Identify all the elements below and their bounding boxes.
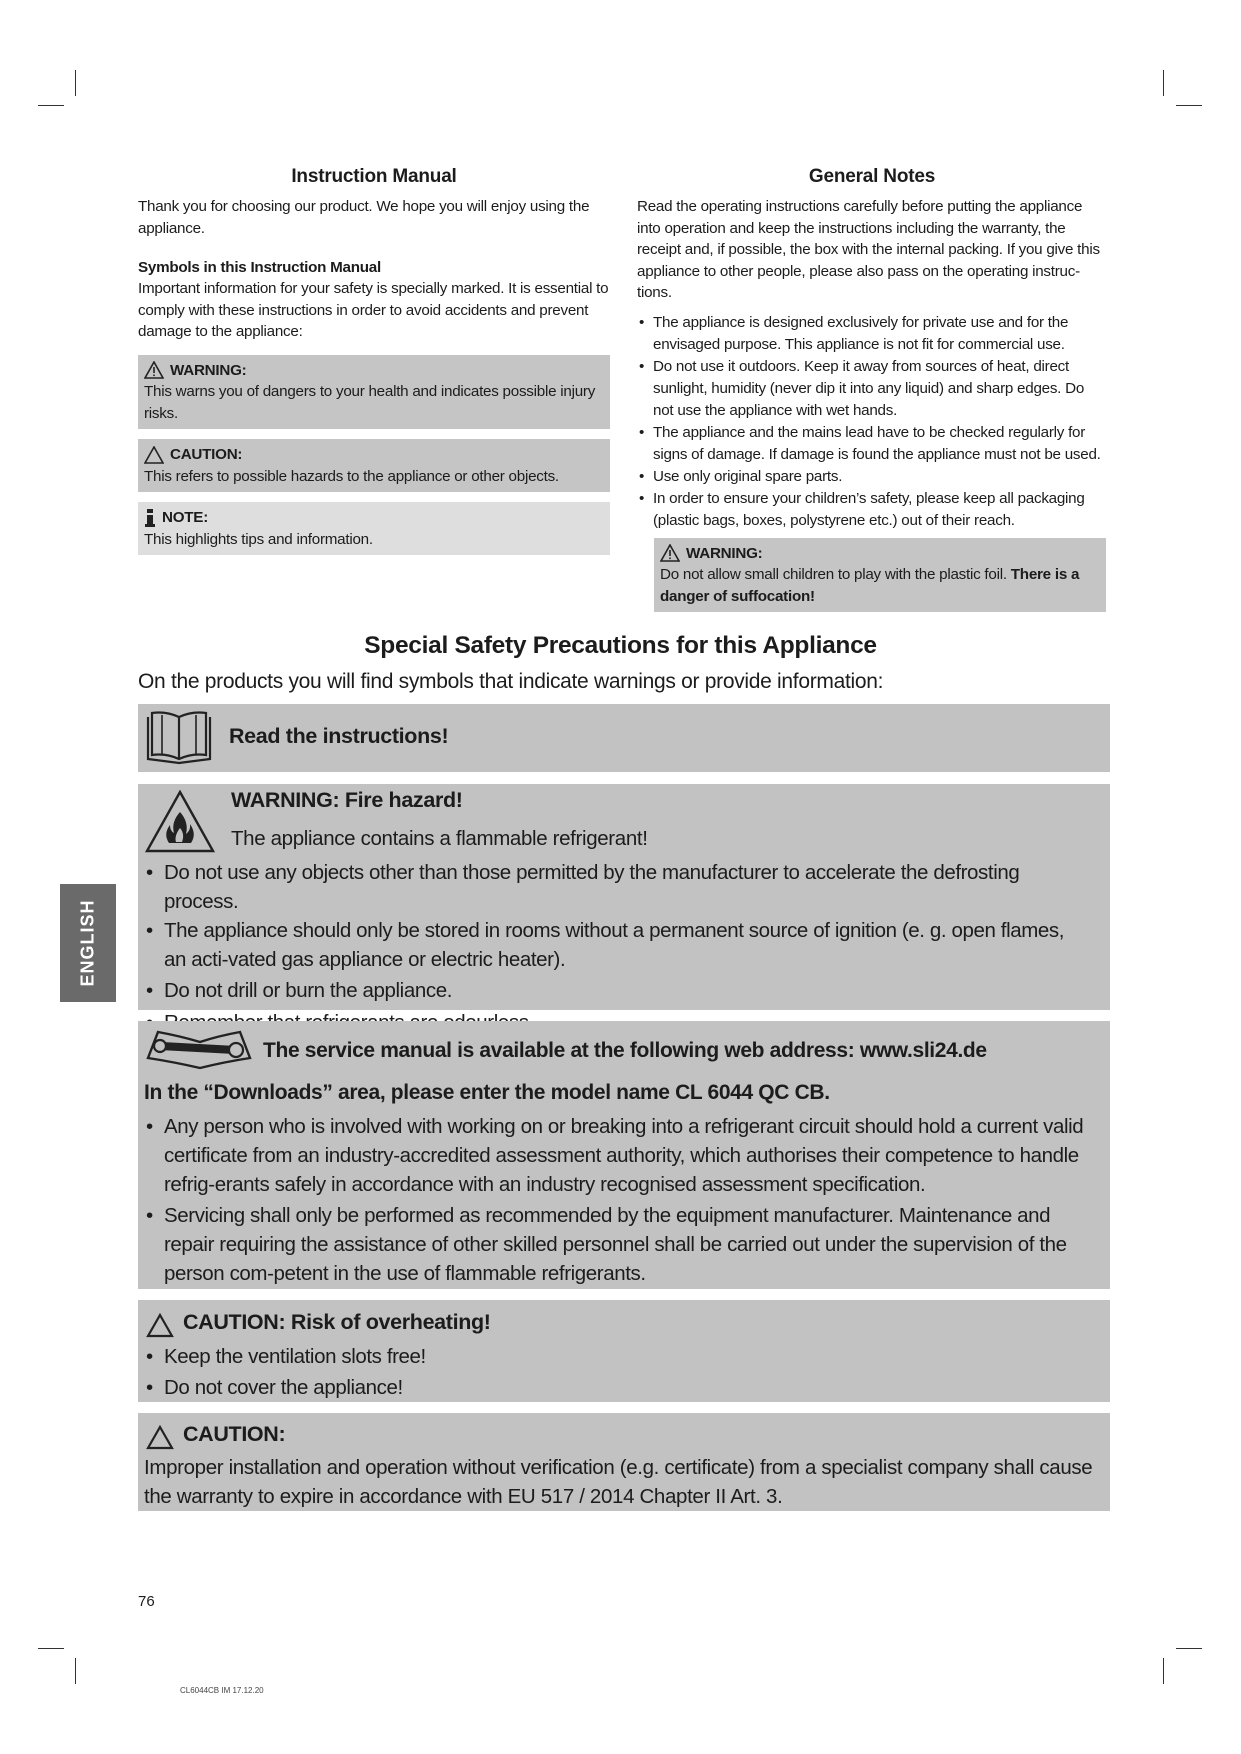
footer-code: CL6044CB IM 17.12.20 bbox=[180, 1686, 264, 1695]
fire-hazard-box bbox=[138, 784, 1110, 1010]
language-label: ENGLISH bbox=[77, 899, 98, 987]
service-manual-title: The service manual is available at the following web address: www.sli24.de bbox=[263, 1039, 987, 1062]
overheating-title: CAUTION: Risk of overheating! bbox=[183, 1310, 491, 1334]
list-item: • Any person who is involved with working on or breaking into a refrigerant circuit should hold a current valid certificate from an industry-accredited assessment authority, which authorises their competence to handle refrig-erants safely in accordance with an industry recognised assessment specification. bbox=[144, 1112, 1099, 1199]
list-item: • Servicing shall only be performed as recommended by the equipment manufacturer. Maintenance and repair requiring the assistance of other skilled personnel shall be carried out under the supervision of the person com-petent in the use of flammable refrigerants. bbox=[144, 1201, 1099, 1288]
instruction-manual-column bbox=[138, 160, 610, 555]
suffocation-warning-box bbox=[654, 538, 1106, 613]
caution-triangle-icon bbox=[146, 1313, 174, 1338]
general-notes-list bbox=[637, 312, 1107, 532]
crop-mark bbox=[1176, 1648, 1202, 1649]
fire-hazard-list bbox=[144, 858, 1084, 1037]
crop-mark bbox=[1163, 70, 1164, 96]
list-item: • Do not use it outdoors. Keep it away from sources of heat, direct sunlight, humidity (never dip it into any liquid) and sharp edges. Do not use the appliance with wet hands. bbox=[637, 356, 1107, 422]
caution-triangle-icon bbox=[144, 446, 164, 464]
special-safety-title: Special Safety Precautions for this Appliance bbox=[364, 632, 877, 659]
caution-title: CAUTION: bbox=[183, 1422, 286, 1446]
read-instructions-box bbox=[138, 704, 1110, 772]
list-item: • Do not use any objects other than those permitted by the manufacturer to accelerate the defrosting process. bbox=[144, 858, 1084, 916]
list-item: • Do not cover the appliance! bbox=[144, 1373, 1084, 1402]
service-list bbox=[144, 1112, 1099, 1288]
crop-mark bbox=[75, 1658, 76, 1684]
crop-mark bbox=[38, 1648, 64, 1649]
warning-box bbox=[138, 355, 610, 430]
model-name-line: In the “Downloads” area, please enter the model name CL 6044 QC CB. bbox=[144, 1081, 830, 1104]
list-item: • Keep the ventilation slots free! bbox=[144, 1342, 1084, 1371]
warning-title: WARNING: bbox=[686, 544, 763, 562]
warning-title: WARNING: bbox=[170, 361, 247, 379]
crop-mark bbox=[1176, 105, 1202, 106]
flammable-warning-icon bbox=[145, 790, 215, 854]
symbols-text: Important information for your safety is specially marked. It is essential to comply with these instructions in order to avoid accidents and prevent damage to the appliance: bbox=[138, 280, 609, 340]
fire-hazard-subtitle: The appliance contains a flammable refrigerant! bbox=[231, 827, 648, 850]
info-icon bbox=[144, 509, 156, 527]
general-notes-title: General Notes bbox=[808, 166, 936, 187]
list-item: • The appliance and the mains lead have to be checked regularly for signs of damage. If damage is found the appliance must not be used. bbox=[637, 422, 1107, 466]
caution-triangle-icon bbox=[146, 1425, 174, 1450]
list-item: • The appliance is designed exclusively for private use and for the envisaged purpose. This appliance is not fit for commercial use. bbox=[637, 312, 1107, 356]
crop-mark bbox=[1163, 1658, 1164, 1684]
caution-title: CAUTION: bbox=[170, 446, 243, 463]
note-title: NOTE: bbox=[162, 509, 208, 526]
list-item: • Use only original spare parts. bbox=[637, 466, 1107, 488]
special-safety-intro: On the products you will find symbols that indicate warnings or provide information: bbox=[138, 670, 884, 693]
fire-hazard-title: WARNING: Fire hazard! bbox=[231, 788, 463, 812]
intro-text: Thank you for choosing our product. We hope you will enjoy using the appliance. bbox=[138, 198, 590, 237]
crop-mark bbox=[75, 70, 76, 96]
general-notes-column bbox=[637, 160, 1107, 612]
caution-warranty-box bbox=[138, 1413, 1110, 1511]
open-book-icon bbox=[144, 709, 214, 767]
warning-triangle-icon bbox=[660, 544, 680, 562]
service-manual-box bbox=[138, 1021, 1110, 1289]
overheating-box bbox=[138, 1300, 1110, 1402]
list-item: • In order to ensure your children’s safety, please keep all packaging (plastic bags, boxes, polystyrene etc.) out of their reach. bbox=[637, 488, 1107, 532]
caution-text: Improper installation and operation without verification (e.g. certificate) from a specialist company shall cause the warranty to expire in accordance with EU 517 / 2014 Chapter II Art. 3. bbox=[144, 1456, 1093, 1508]
list-item: • Do not drill or burn the appliance. bbox=[144, 976, 1084, 1005]
caution-text: This refers to possible hazards to the appliance or other objects. bbox=[144, 467, 559, 485]
crop-mark bbox=[38, 105, 64, 106]
instruction-manual-title: Instruction Manual bbox=[291, 166, 457, 187]
overheating-list bbox=[144, 1342, 1084, 1402]
general-notes-intro: Read the operating instructions carefully before putting the appliance into operation and keep the instructions including the warranty, the receipt and, if possible, the box with the internal packing. If you give this appliance to other people, please also pass on the operating instruc-tions. bbox=[637, 198, 1100, 301]
service-manual-icon bbox=[144, 1028, 254, 1072]
list-item: • The appliance should only be stored in rooms without a permanent source of ignition (e. g. open flames, an acti-vated gas appliance or electric heater). bbox=[144, 916, 1084, 974]
warning-text: This warns you of dangers to your health and indicates possible injury risks. bbox=[144, 383, 596, 422]
suffocation-emphasis: There is a danger of suffocation! bbox=[660, 566, 1080, 605]
warning-triangle-icon bbox=[144, 361, 164, 379]
symbols-heading: Symbols in this Instruction Manual bbox=[138, 259, 381, 276]
note-text: This highlights tips and information. bbox=[144, 530, 373, 548]
page-number: 76 bbox=[138, 1593, 155, 1610]
read-instructions-label: Read the instructions! bbox=[229, 724, 449, 748]
caution-box bbox=[138, 439, 610, 492]
language-tab bbox=[60, 884, 116, 1002]
note-box bbox=[138, 502, 610, 555]
warning-text: Do not allow small children to play with the plastic foil. There is a danger of suffocation! bbox=[660, 566, 1080, 605]
